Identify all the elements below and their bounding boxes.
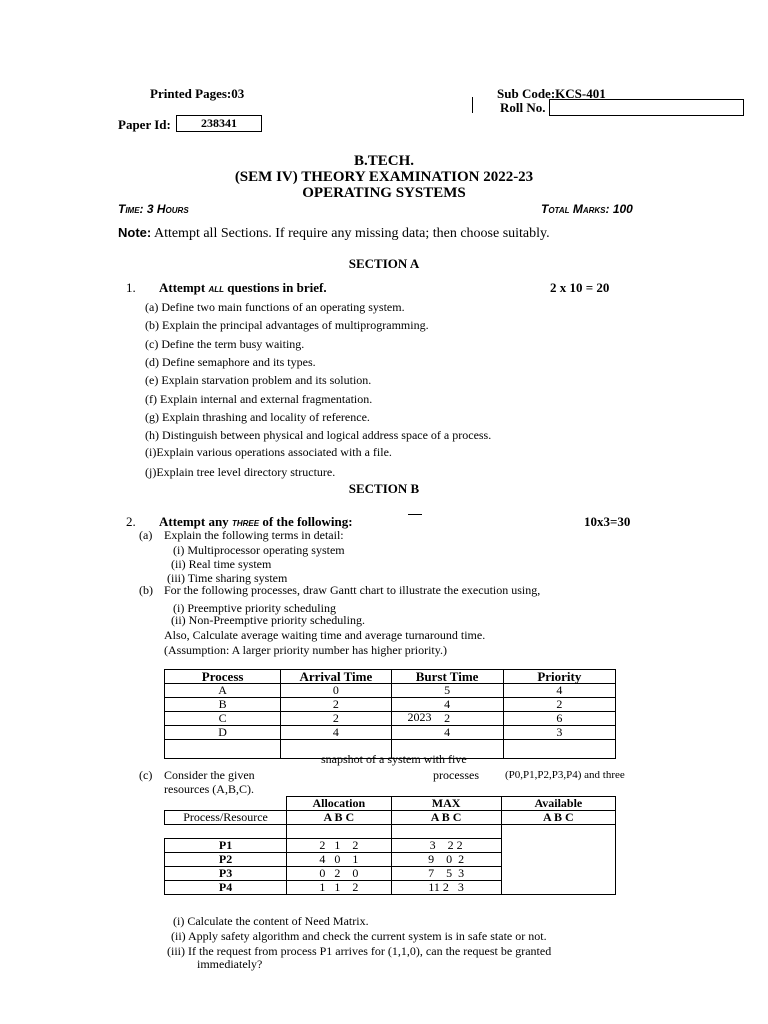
table-header: Allocation (287, 797, 391, 811)
table-cell: 2 (281, 698, 391, 712)
paper-id-label: Paper Id: (118, 117, 171, 132)
table-cell (391, 712, 503, 726)
alloc-b: 0 (334, 852, 341, 866)
resource-table (164, 796, 616, 895)
alloc-a: 0 (319, 866, 326, 880)
table-row (165, 684, 616, 698)
time-label: Time: 3 Hours (118, 202, 189, 216)
part-c-text-left2: resources (A,B,C). (164, 782, 254, 796)
q1-item: (f) Explain internal and external fragmentation. (145, 392, 373, 406)
alloc-c: 2 (352, 880, 359, 894)
q1-marks: 2 x 10 = 20 (550, 280, 610, 295)
scan-mark (408, 514, 422, 515)
table-cell: A (165, 684, 281, 698)
part-c-mid-text: snapshot of a system with five (321, 752, 467, 766)
part-c-sub: (ii) Apply safety algorithm and check the current system is in safe state or not. (171, 929, 547, 943)
table-cell (165, 825, 287, 839)
part-c-text-left1: Consider the given (164, 768, 255, 782)
table-cell: 2 (503, 698, 615, 712)
table-header: Process (165, 670, 281, 684)
table-subheader-row (165, 811, 616, 825)
q1-number: 1. (126, 280, 136, 295)
table-cell: 6 (503, 712, 615, 726)
part-b-label: (b) (139, 583, 153, 597)
table-cell (503, 740, 615, 759)
note-label: Note: (118, 225, 152, 240)
table-header-row (165, 670, 616, 684)
printed-pages: Printed Pages:03 (150, 86, 245, 101)
q1-intro (159, 280, 327, 296)
note (118, 225, 550, 242)
row-label: Process/Resource (165, 811, 287, 825)
max-c: 3 (458, 866, 465, 880)
q2-intro-pre: Attempt any (159, 514, 229, 529)
part-b-line3: Also, Calculate average waiting time and average turnaround time. (164, 628, 486, 642)
q1-item: (g) Explain thrashing and locality of reference. (145, 410, 370, 424)
table-header: Burst Time (391, 670, 503, 684)
max-b: 0 (446, 852, 453, 866)
table-cell: C (165, 712, 281, 726)
table-cell: 0 (281, 684, 391, 698)
table-header: Priority (503, 670, 615, 684)
part-a-label: (a) (139, 528, 153, 542)
table-cell: 4 (391, 698, 503, 712)
table-subheader: A B C (287, 811, 391, 825)
allocation-cell (287, 881, 391, 895)
allocation-cell (287, 853, 391, 867)
table-cell: 5 (391, 684, 503, 698)
table-cell: B (165, 698, 281, 712)
table-header: Available (501, 797, 615, 811)
degree-title: B.TECH. (353, 153, 414, 169)
max-cell (391, 853, 501, 867)
max-a: 7 (428, 866, 435, 880)
q1-item: (h) Distinguish between physical and logical address space of a process. (145, 428, 492, 442)
table-cell: 4 (281, 726, 391, 740)
max-b: 2 (442, 880, 449, 894)
max-cell (391, 881, 501, 895)
allocation-cell (287, 839, 391, 853)
table-header: Arrival Time (281, 670, 391, 684)
part-a-text: Explain the following terms in detail: (164, 528, 344, 542)
alloc-b: 1 (334, 838, 341, 852)
table-row (165, 698, 616, 712)
available-cell (501, 825, 615, 895)
part-a-sub: (iii) Time sharing system (167, 571, 288, 585)
process-cell: P2 (165, 853, 287, 867)
table-header: MAX (391, 797, 501, 811)
table-cell: 4 (503, 684, 615, 698)
marks-label: Total Marks: 100 (541, 202, 633, 216)
q1-intro-pre: Attempt (159, 280, 206, 295)
q2-marks: 10x3=30 (584, 514, 631, 529)
exam-title: (SEM IV) THEORY EXAMINATION 2022-23 (234, 169, 534, 185)
max-b: 2 (447, 838, 454, 852)
part-b-text: For the following processes, draw Gantt chart to illustrate the execution using, (164, 583, 541, 597)
table-header-row (165, 797, 616, 811)
note-text: Attempt all Sections. If require any missing data; then choose suitably. (153, 226, 550, 241)
alloc-c: 0 (352, 866, 359, 880)
q1-item: (b) Explain the principal advantages of multiprogramming. (145, 318, 429, 332)
paper-id-box (176, 115, 262, 132)
table-subheader: A B C (391, 811, 501, 825)
roll-no-box[interactable] (549, 99, 744, 116)
part-b-line4: (Assumption: A larger priority number has higher priority.) (164, 643, 447, 657)
part-c-sub-cont: immediately? (197, 957, 263, 971)
q2-intro-post: of the following: (262, 514, 353, 529)
table-cell: D (165, 726, 281, 740)
section-a-heading: SECTION A (348, 256, 420, 271)
alloc-a: 2 (319, 838, 326, 852)
alloc-c: 2 (352, 838, 359, 852)
q1-item: (i)Explain various operations associated with a file. (145, 445, 392, 459)
max-c: 2 (458, 852, 465, 866)
roll-no-label: Roll No. (500, 100, 546, 115)
part-b-sub: (i) Preemptive priority scheduling (173, 601, 336, 615)
q1-intro-all: ALL (208, 285, 225, 294)
process-cell: P3 (165, 867, 287, 881)
table-cell: 4 (391, 726, 503, 740)
max-c: 2 (456, 838, 463, 852)
allocation-cell (287, 867, 391, 881)
table-cell: 3 (503, 726, 615, 740)
max-c: 3 (457, 880, 464, 894)
table-cell: 2 (281, 712, 391, 726)
process-cell: P1 (165, 839, 287, 853)
max-a: 11 (428, 880, 440, 894)
subject-title: OPERATING SYSTEMS (302, 185, 466, 201)
part-c-text-right: (P0,P1,P2,P3,P4) and three (505, 769, 625, 781)
alloc-b: 1 (334, 880, 341, 894)
q1-item: (j)Explain tree level directory structure. (145, 465, 336, 479)
part-a-sub: (ii) Real time system (171, 557, 272, 571)
process-table (164, 669, 616, 759)
part-c-sub: (iii) If the request from process P1 arrives for (1,1,0), can the request be granted (167, 944, 552, 958)
table-cell (391, 825, 501, 839)
max-cell (391, 839, 501, 853)
table-row (165, 726, 616, 740)
table-row-empty (165, 825, 616, 839)
burst-value: 2 (444, 711, 451, 725)
table-cell (165, 797, 287, 811)
alloc-a: 4 (319, 852, 326, 866)
q1-item: (d) Define semaphore and its types. (145, 355, 316, 369)
q1-item: (c) Define the term busy waiting. (145, 337, 305, 351)
q2-number: 2. (126, 514, 136, 529)
section-b-heading: SECTION B (348, 481, 420, 496)
paper-id-value: 238341 (201, 116, 237, 130)
q1-item: (a) Define two main functions of an operating system. (145, 300, 405, 314)
process-cell: P4 (165, 881, 287, 895)
q1-intro-post: questions in brief. (227, 280, 327, 295)
part-c-label: (c) (139, 768, 153, 782)
alloc-b: 2 (334, 866, 341, 880)
table-subheader: A B C (501, 811, 615, 825)
part-a-sub: (i) Multiprocessor operating system (173, 543, 345, 557)
table-cell (165, 740, 281, 759)
part-c-processes: processes (433, 768, 479, 782)
table-row (165, 712, 616, 726)
part-c-sub: (i) Calculate the content of Need Matrix. (173, 914, 369, 928)
alloc-a: 1 (319, 880, 326, 894)
max-cell (391, 867, 501, 881)
divider-bar (472, 97, 473, 113)
alloc-c: 1 (352, 852, 359, 866)
q2-intro-three: THREE (231, 519, 260, 528)
overlay-year: 2023 (407, 710, 432, 724)
part-b-sub: (ii) Non-Preemptive priority scheduling. (171, 613, 365, 627)
max-a: 3 (429, 838, 436, 852)
table-cell (287, 825, 391, 839)
sub-code: Sub Code:KCS-401 (497, 86, 606, 101)
max-b: 5 (446, 866, 453, 880)
max-a: 9 (428, 852, 435, 866)
q1-item: (e) Explain starvation problem and its solution. (145, 373, 372, 387)
